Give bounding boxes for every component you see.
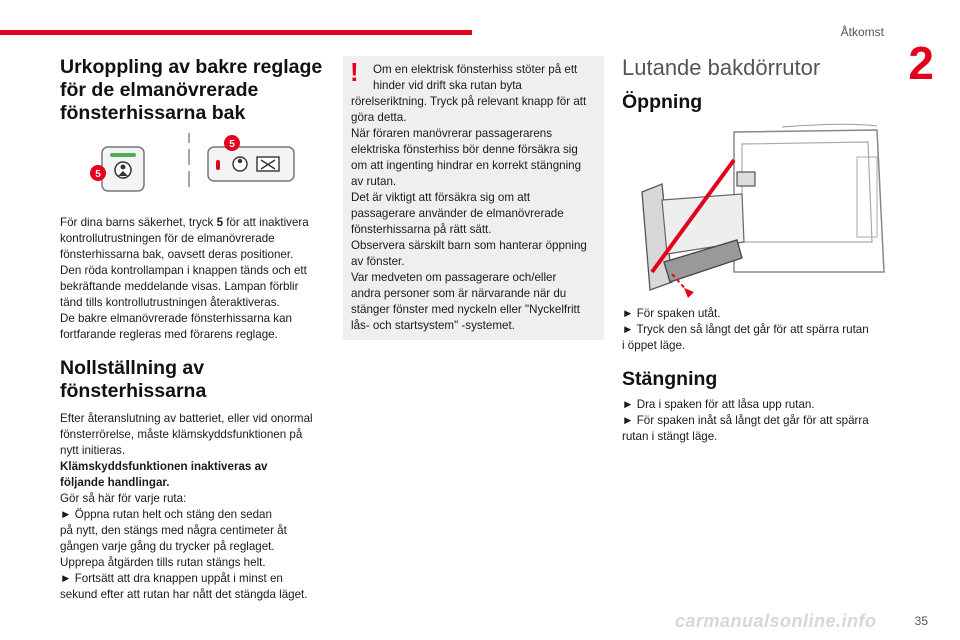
column-right [622,56,887,445]
heading-tilting-windows: Lutande bakdörrutor [622,55,821,80]
heading-reset-windows: Nollställning av fönsterhissarna [60,357,207,402]
heading-closing: Stängning [622,368,718,390]
figure-label-5-right: 5 [229,139,235,150]
warning-text: Om en elektrisk fönsterhiss stöter på ett hinder vid drift ska rutan byta rörelseriktning. Tryck på relevant knapp för att göra detta. När föraren manövrerar passagerarens elektriska fönsterhiss bör denne försäkra sig om att ingenting hindrar en korrekt stängning av rutan. Det är viktigt att försäkra sig om att passagerare använder de elmanövrerade fönsterhissarna på rätt sätt. Observera särskilt barn som hanterar öppning av fönster. Var medveten om passagerare och/eller andra personer som är närvarande när du stänger fönster med nyckeln eller "Nyckelfritt lås- och startsystem" -systemet. [351,63,587,332]
paragraph-reset: Efter återanslutning av batteriet, eller vid onormal fönsterrörelse, måste klämskyddsfunktionen på nytt initieras. Klämskyddsfunktionen inaktiveras av följande handlingar. Gör så här för varje ruta: ► Öppna rutan helt och stäng den sedan på nytt, den stängs med några centimeter åt gången varje gång du trycker på reglaget. Upprepa åtgärden tills rutan stängs helt. ► Fortsätt att dra knappen uppåt i minst en sekund efter att rutan har nått det stängda läget. [60,412,313,601]
heading-disable-rear-controls: Urkoppling av bakre reglage för de elmanövrerade fönsterhissarna bak [60,56,323,124]
top-accent-bar [0,30,472,35]
warning-box [343,56,604,340]
paragraph-child-safety: För dina barns säkerhet, tryck 5 för att inaktivera kontrollutrustningen för de elmanövrerade fönsterhissarna bak, oavsett deras positioner. Den röda kontrollampan i knappen tänds och ett bekräftande meddelande visas. Lampan förblir tänd tills kontrollutrustningen återaktiveras. De bakre elmanövrerade fönsterhissarna kan fortfarande regleras med förarens reglage. [60,216,309,341]
child-lock-buttons-illustration [60,129,324,205]
opening-steps: ► För spaken utåt. ► Tryck den så långt det går för att spärra rutan i öppet läge. [622,307,869,352]
heading-opening: Öppning [622,91,703,113]
child-lock-figure [60,129,324,205]
watermark: carmanualsonline.info [675,611,877,631]
closing-steps: ► Dra i spaken för att låsa upp rutan. ► För spaken inåt så långt det går för att spärra rutan i stängt läge. [622,398,869,443]
section-label: Åtkomst [840,25,884,39]
tilting-window-lever-illustration [622,122,887,300]
page-number: 35 [914,614,928,628]
chapter-number: 2 [908,37,934,89]
warning-icon: ! [350,57,359,87]
figure-label-5-left: 5 [95,169,101,180]
column-left [60,56,324,603]
tilting-window-figure [622,122,887,300]
